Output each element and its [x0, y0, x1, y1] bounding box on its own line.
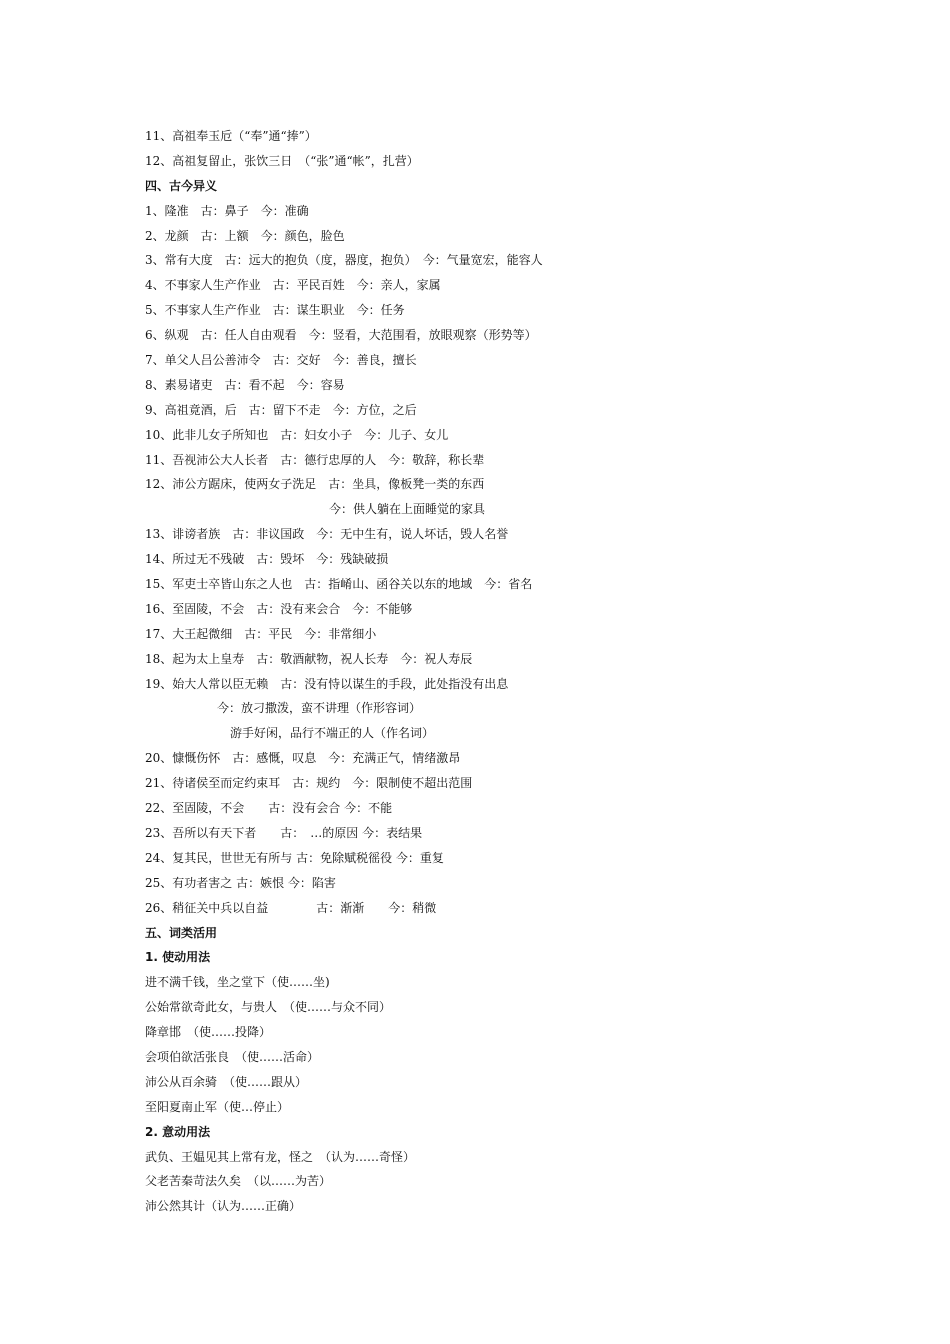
text-line-continuation: 今：放刁撒泼，蛮不讲理（作形容词）: [217, 701, 422, 716]
subsection-heading: 2. 意动用法: [145, 1124, 211, 1139]
text-line: 13、诽谤者族 古：非议国政 今：无中生有，说人坏话，毁人名誉: [145, 527, 509, 542]
text-line: 会项伯欲活张良 （使……活命）: [145, 1049, 320, 1064]
text-line: 18、起为太上皇寿 古：敬酒献物，祝人长寿 今：祝人寿辰: [145, 651, 473, 666]
text-line: 16、至固陵，不会 古：没有来会合 今：不能够: [145, 601, 413, 616]
text-line: 12、高祖复留止，张饮三日 （“张”通“帐”，扎营）: [145, 153, 419, 168]
text-line: 12、沛公方踞床，使两女子洗足 古：坐具，像板凳一类的东西: [145, 477, 485, 492]
section-heading: 五、词类活用: [145, 925, 218, 940]
text-line: 22、至固陵，不会 古：没有会合 今：不能: [145, 801, 393, 816]
text-line: 7、单父人吕公善沛令 古：交好 今：善良，擅长: [145, 353, 417, 368]
text-line: 进不满千钱，坐之堂下（使……坐): [145, 975, 330, 990]
text-line: 14、所过无不残破 古：毁坏 今：残缺破损: [145, 552, 389, 567]
text-line-continuation: 今：供人躺在上面睡觉的家具: [329, 502, 486, 517]
text-line: 9、高祖竟酒，后 古：留下不走 今：方位，之后: [145, 402, 417, 417]
text-line: 武负、王媪见其上常有龙，怪之 （认为……奇怪）: [145, 1149, 416, 1164]
text-line: 8、素易诸吏 古：看不起 今：容易: [145, 377, 345, 392]
text-line: 1、隆准 古：鼻子 今：准确: [145, 203, 309, 218]
text-line: 15、军吏士卒皆山东之人也 古：指崤山、函谷关以东的地域 今：省名: [145, 577, 533, 592]
text-line: 23、吾所以有天下者 古： …的原因 今：表结果: [145, 825, 423, 840]
text-line: 公始常欲奇此女，与贵人 （使……与众不同）: [145, 1000, 392, 1015]
document-body: [145, 124, 845, 1219]
text-line: 5、不事家人生产作业 古：谋生职业 今：任务: [145, 303, 405, 318]
section-heading: 四、古今异义: [145, 178, 218, 193]
text-line: 至阳夏南止军（使…停止）: [145, 1099, 290, 1114]
text-line-continuation: 游手好闲，品行不端正的人（作名词）: [230, 726, 435, 741]
text-line: 20、慷慨伤怀 古：感慨，叹息 今：充满正气，情绪激昂: [145, 751, 461, 766]
text-line: 19、始大人常以臣无赖 古：没有恃以谋生的手段，此处指没有出息: [145, 676, 509, 691]
text-line: 沛公然其计（认为……正确）: [145, 1199, 302, 1214]
text-line: 2、龙颜 古：上额 今：颜色，脸色: [145, 228, 345, 243]
text-line: 26、稍征关中兵以自益 古：渐渐 今：稍微: [145, 900, 437, 915]
text-line: 10、此非儿女子所知也 古：妇女小子 今：儿子、女儿: [145, 427, 449, 442]
text-line: 6、纵观 古：任人自由观看 今：竖看，大范围看，放眼观察（形势等）: [145, 328, 537, 343]
text-line: 11、吾视沛公大人长者 古：德行忠厚的人 今：敬辞，称长辈: [145, 452, 485, 467]
text-line: 17、大王起微细 古：平民 今：非常细小: [145, 626, 377, 641]
text-line: 3、常有大度 古：远大的抱负（度，器度，抱负） 今：气量宽宏，能容人: [145, 253, 543, 268]
text-line: 降章邯 （使……投降）: [145, 1025, 272, 1040]
text-line: 25、有功者害之 古：嫉恨 今：陷害: [145, 875, 336, 890]
text-line: 4、不事家人生产作业 古：平民百姓 今：亲人，家属: [145, 278, 441, 293]
text-line: 11、高祖奉玉卮（“奉”通“捧”）: [145, 129, 317, 143]
subsection-heading: 1. 使动用法: [145, 950, 211, 965]
text-line: 沛公从百余骑 （使……跟从）: [145, 1074, 308, 1089]
text-line: 父老苦秦苛法久矣 （以……为苦）: [145, 1174, 332, 1189]
text-line: 24、复其民，世世无有所与 古：免除赋税徭役 今：重复: [145, 850, 444, 865]
text-line: 21、待诸侯至而定约束耳 古：规约 今：限制使不超出范围: [145, 776, 473, 791]
